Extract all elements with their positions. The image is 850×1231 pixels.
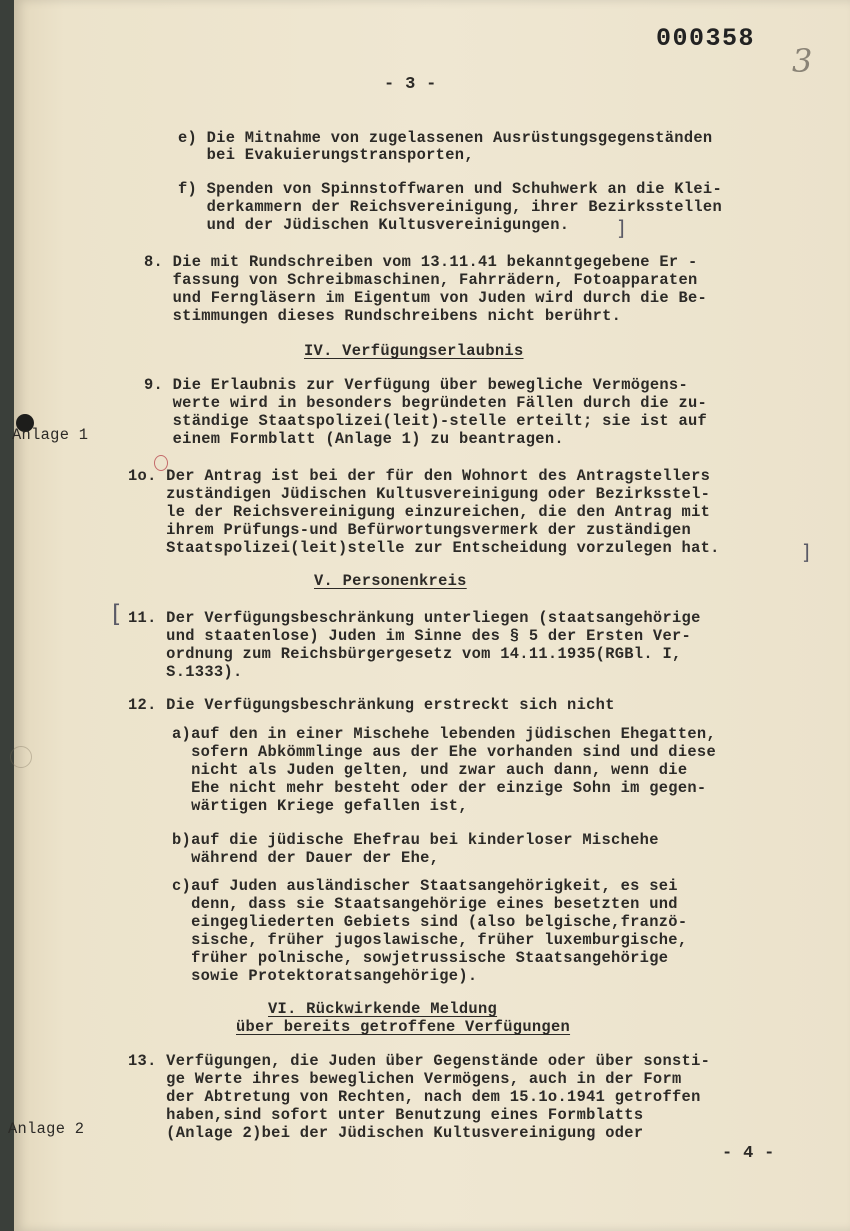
para-13-line-5: (Anlage 2)bei der Jüdischen Kultusvereinigung oder: [128, 1124, 644, 1142]
margin-note-anlage-1: Anlage 1: [12, 426, 89, 444]
para-10-line-5: Staatspolizei(leit)stelle zur Entscheidung vorzulegen hat.: [128, 539, 720, 557]
para-9-line-3: ständige Staatspolizei(leit)-stelle erteilt; sie ist auf: [144, 412, 708, 430]
punch-hole-faint: [10, 746, 32, 768]
para-10-line-2: zuständigen Jüdischen Kultusvereinigung oder Bezirksstel-: [128, 485, 711, 503]
section-heading-iv: IV. Verfügungserlaubnis: [304, 342, 524, 360]
para-8-line-4: stimmungen dieses Rundschreibens nicht berührt.: [144, 307, 622, 325]
para-11-line-1: 11. Der Verfügungsbeschränkung unterliegen (staatsangehörige: [128, 609, 701, 627]
item-f-line-2: derkammern der Reichsvereinigung, ihrer Bezirksstellen: [178, 198, 723, 216]
para-12a-line-2: sofern Abkömmlinge aus der Ehe vorhanden sind und diese: [172, 743, 717, 761]
para-12a-line-5: wärtigen Kriege gefallen ist,: [172, 797, 468, 815]
para-11-line-4: S.1333).: [128, 663, 243, 681]
para-11-line-2: und staatenlose) Juden im Sinne des § 5 der Ersten Ver-: [128, 627, 692, 645]
section-heading-vi-line-2: über bereits getroffene Verfügungen: [236, 1018, 571, 1036]
para-12b-line-2: während der Dauer der Ehe,: [172, 849, 440, 867]
section-heading-v: V. Personenkreis: [314, 572, 467, 590]
para-13-line-2: ge Werte ihres beweglichen Vermögens, auch in der Form: [128, 1070, 682, 1088]
next-page-marker: - 4 -: [722, 1144, 775, 1163]
para-13-line-1: 13. Verfügungen, die Juden über Gegenstände oder über sonsti-: [128, 1052, 711, 1070]
para-8-line-3: und Ferngläsern im Eigentum von Juden wird durch die Be-: [144, 289, 708, 307]
para-10-line-1: 1o. Der Antrag ist bei der für den Wohnort des Antragstellers: [128, 467, 711, 485]
para-9-line-2: werte wird in besonders begründeten Fällen durch die zu-: [144, 394, 708, 412]
item-e-line-2: bei Evakuierungstransporten,: [178, 146, 474, 164]
para-10-line-3: le der Reichsvereinigung einzureichen, die den Antrag mit: [128, 503, 711, 521]
margin-note-anlage-2: Anlage 2: [8, 1120, 85, 1138]
bracket-mark: ]: [802, 540, 810, 564]
page-marker: - 3 -: [384, 75, 437, 94]
item-e-line-1: e) Die Mitnahme von zugelassenen Ausrüstungsgegenständen: [178, 129, 713, 147]
para-12c-line-1: c)auf Juden ausländischer Staatsangehörigkeit, es sei: [172, 877, 678, 895]
para-12a-line-3: nicht als Juden gelten, und zwar auch dann, wenn die: [172, 761, 688, 779]
bracket-mark: ]: [617, 216, 625, 240]
para-12a-line-1: a)auf den in einer Mischehe lebenden jüdischen Ehegatten,: [172, 725, 717, 743]
bracket-mark: [: [112, 600, 122, 628]
para-12c-line-3: eingegliederten Gebiets sind (also belgische,franzö-: [172, 913, 688, 931]
para-13-line-3: der Abtretung von Rechten, nach dem 15.1o.1941 getroffen: [128, 1088, 701, 1106]
document-number: 000358: [656, 24, 756, 53]
para-9-line-4: einem Formblatt (Anlage 1) zu beantragen.: [144, 430, 564, 448]
para-11-line-3: ordnung zum Reichsbürgergesetz vom 14.11.1935(RGBl. I,: [128, 645, 682, 663]
item-f-line-1: f) Spenden von Spinnstoffwaren und Schuhwerk an die Klei-: [178, 180, 723, 198]
para-12-intro: 12. Die Verfügungsbeschränkung erstreckt sich nicht: [128, 696, 615, 714]
para-10-line-4: ihrem Prüfungs-und Befürwortungsvermerk der zuständigen: [128, 521, 692, 539]
para-9-line-1: 9. Die Erlaubnis zur Verfügung über bewegliche Vermögens-: [144, 376, 689, 394]
para-12a-line-4: Ehe nicht mehr besteht oder der einzige Sohn im gegen-: [172, 779, 707, 797]
handwritten-page-number: 3: [792, 42, 813, 80]
para-12c-line-4: sische, früher jugoslawische, früher luxemburgische,: [172, 931, 688, 949]
item-f-line-3: und der Jüdischen Kultusvereinigungen.: [178, 216, 570, 234]
para-8-line-1: 8. Die mit Rundschreiben vom 13.11.41 bekanntgegebene Er -: [144, 253, 698, 271]
para-12b-line-1: b)auf die jüdische Ehefrau bei kinderloser Mischehe: [172, 831, 659, 849]
para-13-line-4: haben,sind sofort unter Benutzung eines Formblatts: [128, 1106, 644, 1124]
section-heading-vi-line-1: VI. Rückwirkende Meldung: [268, 1000, 498, 1018]
para-12c-line-6: sowie Protektoratsangehörige).: [172, 967, 478, 985]
para-12c-line-2: denn, dass sie Staatsangehörige eines besetzten und: [172, 895, 678, 913]
para-12c-line-5: früher polnische, sowjetrussische Staatsangehörige: [172, 949, 669, 967]
para-8-line-2: fassung von Schreibmaschinen, Fahrrädern, Fotoapparaten: [144, 271, 698, 289]
